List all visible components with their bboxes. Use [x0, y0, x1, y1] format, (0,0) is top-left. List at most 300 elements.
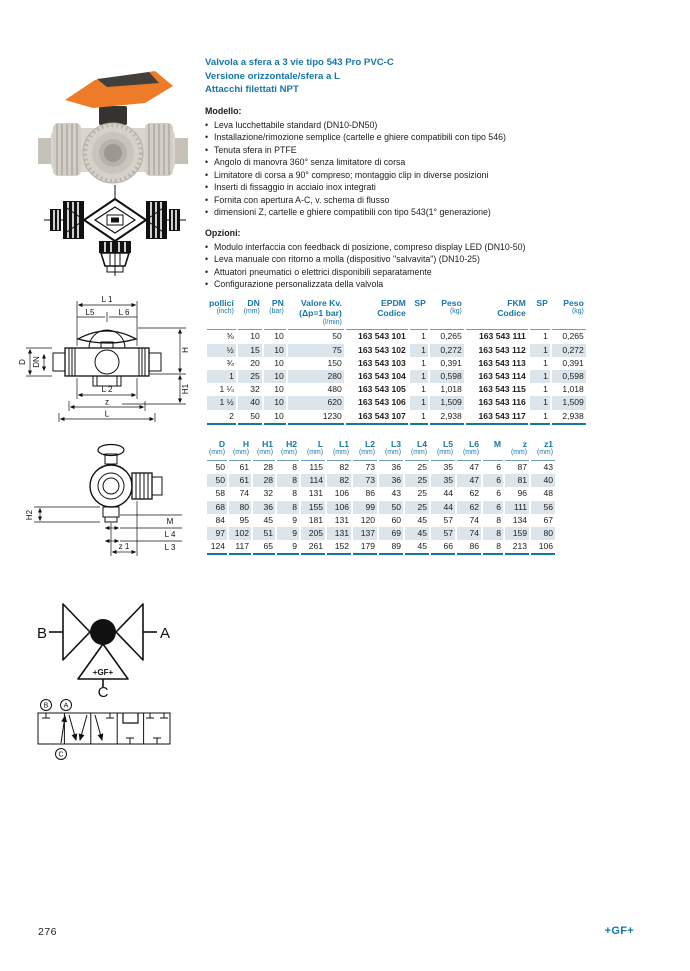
column-unit: (mm) — [209, 449, 226, 457]
table-cell: 179 — [353, 540, 377, 555]
bullet-item — [205, 194, 667, 207]
table-cell: 73 — [353, 474, 377, 487]
table-cell: 1 — [421, 331, 426, 342]
table-cell: 10 — [274, 331, 284, 342]
table-cell: 6 — [496, 462, 502, 473]
column-unit: (mm) — [307, 449, 324, 457]
bullet-text: Limitatore di corsa a 90° compreso; montaggio clip in diverse posizioni — [214, 169, 489, 180]
table-cell: 25 — [417, 488, 428, 499]
bullet-item — [205, 144, 667, 157]
table-cell: 43 — [391, 488, 402, 499]
column-label: z1 — [544, 438, 554, 449]
table-cell: 10 — [264, 410, 286, 425]
column-header — [430, 298, 464, 331]
table-cell: 40 — [238, 396, 262, 409]
table-cell: 47 — [469, 462, 480, 473]
table-cell: 1 — [410, 370, 428, 383]
table-cell: ¾ — [226, 357, 234, 368]
column-header — [552, 298, 586, 331]
table-cell: 280 — [288, 370, 344, 383]
table-row — [207, 357, 586, 370]
table-row — [207, 370, 586, 383]
table-cell: ½ — [207, 344, 236, 357]
ordering-spec-table-grid — [205, 298, 588, 425]
table-cell: 0,598 — [430, 370, 464, 383]
brand-logo: +GF+ — [604, 925, 634, 937]
table-cell: 213 — [505, 540, 529, 555]
table-cell: 131 — [327, 527, 351, 540]
dim-label-l1: L 1 — [101, 295, 113, 304]
dim-label-h1: H1 — [181, 383, 190, 395]
table-cell: 117 — [229, 540, 251, 555]
table-cell: 181 — [308, 514, 324, 525]
column-unit: (mm) — [537, 449, 554, 457]
dim-label-l3: L 3 — [164, 543, 176, 552]
dimension-table-grid — [205, 439, 557, 556]
page-title-line-3: Attacchi filettati NPT — [205, 84, 299, 96]
table-cell: 102 — [229, 527, 251, 540]
drawing-dimensions-front — [18, 292, 196, 423]
bullet-item — [205, 266, 667, 279]
column-label: L4 — [417, 438, 428, 449]
table-cell: 10 — [264, 344, 286, 357]
column-label: L6 — [469, 438, 480, 449]
table-row — [207, 501, 555, 514]
table-cell: 163 543 113 — [478, 357, 526, 368]
table-cell: 75 — [288, 344, 344, 357]
bullet-item — [205, 278, 667, 291]
table-cell: 163 543 112 — [466, 344, 528, 357]
column-header — [379, 439, 403, 461]
table-cell: 32 — [250, 384, 260, 395]
column-header — [277, 439, 299, 461]
column-header — [483, 439, 503, 461]
header-row — [207, 298, 586, 331]
header-row — [207, 439, 555, 461]
table-row — [207, 514, 555, 527]
table-cell: 20 — [250, 357, 260, 368]
table-cell: 68 — [207, 501, 227, 514]
table-cell: 1 — [410, 344, 428, 357]
table-cell: 28 — [253, 474, 275, 487]
dim-label-z: z — [105, 397, 109, 407]
table-cell: 62 — [469, 488, 480, 499]
bullet-text: Fornita con apertura A-C, v. schema di flusso — [214, 194, 390, 205]
bullet-icon: • — [205, 254, 209, 265]
flow-schema — [26, 580, 180, 698]
dim-label-l2: L 2 — [101, 385, 113, 394]
table-cell: 163 543 117 — [466, 410, 528, 425]
column-label: DN — [247, 297, 260, 308]
table-cell: 155 — [301, 501, 325, 514]
bullet-item — [205, 241, 667, 254]
table-row — [207, 383, 586, 396]
table-cell: 163 543 103 — [358, 357, 406, 368]
table-row — [207, 410, 586, 425]
table-cell: 44 — [431, 501, 455, 514]
table-cell: 51 — [253, 527, 275, 540]
column-unit: (mm) — [511, 449, 528, 457]
table-cell: 32 — [263, 488, 274, 499]
column-label: FKM — [507, 297, 526, 308]
table-cell: 111 — [505, 501, 529, 514]
table-cell: 131 — [334, 514, 350, 525]
table-row — [207, 527, 555, 540]
bullet-item — [205, 119, 667, 132]
top-view-line-art — [44, 182, 186, 279]
table-cell: 58 — [215, 488, 226, 499]
table-cell: 60 — [391, 514, 402, 525]
column-label: z — [522, 438, 528, 449]
table-cell: 1 — [410, 396, 428, 409]
column-header — [457, 439, 481, 461]
table-cell: 163 543 114 — [466, 370, 528, 383]
table-cell: 0,272 — [552, 344, 586, 357]
column-header — [207, 298, 236, 331]
column-label: (Δp=1 bar) — [299, 308, 342, 319]
table-cell: 0,598 — [552, 370, 586, 383]
section-heading-modello: Modello: — [205, 105, 242, 116]
bullet-icon: • — [205, 279, 209, 290]
table-cell: 131 — [308, 488, 324, 499]
table-cell: 8 — [292, 488, 298, 499]
bullet-item — [205, 169, 667, 182]
table-cell: 57 — [443, 514, 454, 525]
table-cell: 97 — [207, 527, 227, 540]
table-row — [207, 487, 555, 500]
column-header — [229, 439, 251, 461]
column-header — [301, 439, 325, 461]
table-cell: 65 — [253, 540, 275, 555]
table-cell: 56 — [531, 501, 555, 514]
table-cell: 69 — [379, 527, 403, 540]
table-cell: 45 — [405, 527, 429, 540]
table-cell: 99 — [353, 501, 377, 514]
flow-port-c-label: C — [97, 684, 109, 698]
column-label: Peso — [563, 297, 584, 308]
column-label: L2 — [365, 438, 376, 449]
table-cell: 9 — [277, 527, 299, 540]
bullet-icon: • — [205, 144, 209, 155]
table-cell: 1,018 — [440, 384, 462, 395]
table-cell: 106 — [327, 501, 351, 514]
drawing-dimensions-side — [20, 431, 194, 558]
table-cell: 120 — [360, 514, 376, 525]
table-cell: 74 — [457, 527, 481, 540]
table-cell: 25 — [417, 462, 428, 473]
table-cell: 163 543 107 — [346, 410, 408, 425]
bullet-item — [205, 206, 667, 219]
position-port-c-label: C — [58, 751, 64, 759]
table-cell: 36 — [253, 501, 275, 514]
dim-label-h: H — [181, 347, 190, 353]
table-cell: 6 — [496, 488, 502, 499]
table-cell: 81 — [505, 474, 529, 487]
table-cell: 163 543 101 — [358, 331, 406, 342]
column-header — [505, 439, 529, 461]
table-cell: 261 — [301, 540, 325, 555]
table-cell: 150 — [327, 357, 342, 368]
table-cell: 96 — [517, 488, 528, 499]
column-unit: (mm) — [437, 449, 454, 457]
table-cell: 1 — [530, 370, 550, 383]
table-cell: 2 — [207, 410, 236, 425]
bullet-icon: • — [205, 182, 209, 193]
bullet-text: Leva manuale con ritorno a molla (dispositivo "salvavita") (DN10-25) — [214, 254, 480, 265]
table-cell: 36 — [379, 474, 403, 487]
column-header — [353, 439, 377, 461]
table-cell: 1,018 — [562, 384, 584, 395]
table-cell: 15 — [238, 344, 262, 357]
bullet-text: dimensioni Z, cartelle e ghiere compatibili con tipo 543(1° generazione) — [214, 207, 491, 218]
table-cell: 45 — [263, 514, 274, 525]
table-cell: 48 — [543, 488, 554, 499]
position-schema-drawing — [30, 696, 179, 764]
table-cell: 8 — [292, 462, 298, 473]
bullet-icon: • — [205, 207, 209, 218]
table-cell: 1 ½ — [207, 396, 236, 409]
table-cell: 1 — [530, 410, 550, 425]
table-cell: 35 — [443, 462, 454, 473]
table-cell: 10 — [274, 357, 284, 368]
table-cell: 137 — [353, 527, 377, 540]
dim-label-z1: z 1 — [118, 542, 130, 551]
dim-label-h2: H2 — [25, 509, 34, 521]
column-header — [327, 439, 351, 461]
dim-label-l: L — [104, 409, 110, 419]
table-cell: 89 — [379, 540, 403, 555]
column-label: Valore Kv. — [300, 297, 342, 308]
dim-label-l6: L 6 — [118, 308, 130, 317]
column-label: L5 — [443, 438, 454, 449]
table-cell: 8 — [277, 474, 299, 487]
dim-label-dn: DN — [32, 356, 41, 368]
table-row — [207, 330, 586, 343]
front-dimension-drawing — [18, 292, 196, 423]
table-cell: 80 — [229, 501, 251, 514]
table-cell: 163 543 105 — [358, 384, 406, 395]
table-cell: 2,938 — [552, 410, 586, 425]
column-unit: (mm) — [463, 449, 480, 457]
table-cell: 1 — [207, 370, 236, 383]
column-unit: (bar) — [269, 308, 284, 316]
bullet-icon: • — [205, 194, 209, 205]
table-cell: 73 — [365, 462, 376, 473]
table-cell: 106 — [334, 488, 350, 499]
column-label: Codice — [497, 308, 526, 319]
position-schema — [30, 696, 179, 764]
column-unit: (mm) — [281, 449, 298, 457]
table-cell: 163 543 116 — [466, 396, 528, 409]
table-cell: 163 543 104 — [346, 370, 408, 383]
table-cell: 163 543 115 — [478, 384, 526, 395]
table-cell: 82 — [327, 474, 351, 487]
dim-label-l5: L5 — [85, 308, 95, 317]
opzioni-bullet-list — [205, 241, 667, 291]
content-column — [205, 56, 667, 555]
table-cell: 82 — [339, 462, 350, 473]
page-title-line-1: Valvola a sfera a 3 vie tipo 543 Pro PVC-C — [205, 57, 394, 68]
table-cell: 25 — [405, 501, 429, 514]
table-cell: 6 — [483, 474, 503, 487]
table-cell: 6 — [483, 501, 503, 514]
column-label: SP — [414, 297, 426, 308]
table-cell: 2,938 — [430, 410, 464, 425]
table-cell: 1 — [543, 357, 548, 368]
bullet-icon: • — [205, 119, 209, 130]
table-cell: 8 — [277, 501, 299, 514]
table-cell: 95 — [239, 514, 250, 525]
table-cell: 84 — [215, 514, 226, 525]
column-header — [531, 439, 555, 461]
table-cell: 8 — [496, 514, 502, 525]
table-cell: 1230 — [288, 410, 344, 425]
column-label: L1 — [339, 438, 350, 449]
table-cell: 1 — [543, 384, 548, 395]
table-cell: 163 543 106 — [346, 396, 408, 409]
table-row — [207, 461, 555, 474]
table-cell: 50 — [215, 462, 226, 473]
table-cell: 62 — [457, 501, 481, 514]
bullet-text: Installazione/rimozione semplice (cartelle e ghiere compatibili con tipo 546) — [214, 132, 506, 143]
table-cell: 40 — [531, 474, 555, 487]
table-cell: 44 — [443, 488, 454, 499]
table-cell: 61 — [229, 474, 251, 487]
bullet-text: Attuatori pneumatici o elettrici disponibili separatamente — [214, 266, 432, 277]
table-cell: 61 — [239, 462, 250, 473]
table-row — [207, 474, 555, 487]
table-cell: 10 — [264, 370, 286, 383]
column-unit: (mm) — [233, 449, 250, 457]
column-header — [530, 298, 550, 331]
table-cell: 152 — [327, 540, 351, 555]
modello-bullet-list — [205, 119, 667, 219]
table-cell: 45 — [417, 514, 428, 525]
table-cell: 1 — [410, 410, 428, 425]
column-label: Codice — [377, 308, 406, 319]
table-cell: 0,391 — [440, 357, 462, 368]
table-cell: 1 — [543, 331, 548, 342]
bullet-item — [205, 156, 667, 169]
table-cell: 9 — [277, 540, 299, 555]
column-unit: (mm) — [333, 449, 350, 457]
flow-schema-drawing — [26, 580, 180, 698]
column-header — [238, 298, 262, 331]
table-row — [207, 540, 555, 555]
table-cell: 0,265 — [440, 331, 462, 342]
table-cell: 480 — [327, 384, 342, 395]
table-cell: 45 — [405, 540, 429, 555]
valve-photo-illustration — [30, 56, 196, 186]
section-heading-opzioni: Opzioni: — [205, 227, 241, 238]
column-label: SP — [536, 297, 548, 308]
table-cell: 36 — [391, 462, 402, 473]
bullet-item — [205, 253, 667, 266]
table-cell: 50 — [207, 474, 227, 487]
bullet-icon: • — [205, 241, 209, 252]
table-cell: 74 — [239, 488, 250, 499]
page-number: 276 — [38, 926, 58, 938]
page-title-line-2: Versione orizzontale/sfera a L — [205, 70, 340, 82]
column-unit: (mm) — [243, 308, 260, 316]
table-cell: 10 — [250, 331, 260, 342]
bullet-icon: • — [205, 169, 209, 180]
table-cell: 1 — [421, 357, 426, 368]
table-cell: 1,509 — [552, 396, 586, 409]
bullet-text: Tenuta sfera in PTFE — [214, 144, 297, 155]
column-unit: (kg) — [449, 308, 462, 316]
bullet-icon: • — [205, 266, 209, 277]
table-cell: 43 — [543, 462, 554, 473]
table-cell: 87 — [517, 462, 528, 473]
table-cell: 134 — [512, 514, 528, 525]
column-label: EPDM — [381, 297, 406, 308]
table-cell: 74 — [469, 514, 480, 525]
bullet-icon: • — [205, 157, 209, 168]
column-unit: (l/min) — [322, 318, 342, 326]
column-header — [466, 298, 528, 331]
table-cell: 205 — [301, 527, 325, 540]
page-title — [205, 56, 667, 97]
bullet-item — [205, 131, 667, 144]
table-cell: 66 — [431, 540, 455, 555]
column-header — [253, 439, 275, 461]
column-header — [207, 439, 227, 461]
column-label: D — [218, 438, 226, 449]
position-port-a-label: A — [63, 702, 69, 710]
table-cell: 50 — [332, 331, 342, 342]
column-unit: (mm) — [359, 449, 376, 457]
product-photo — [30, 56, 196, 186]
column-header — [288, 298, 344, 331]
column-unit: (mm) — [385, 449, 402, 457]
table-cell: 9 — [292, 514, 298, 525]
table-cell: 0,272 — [430, 344, 464, 357]
column-header — [346, 298, 408, 331]
flow-port-a-label: A — [160, 625, 171, 642]
dim-label-m: M — [166, 517, 174, 526]
table-cell: 67 — [543, 514, 554, 525]
table-cell: 0,265 — [562, 331, 584, 342]
table-cell: 0,391 — [562, 357, 584, 368]
bullet-item — [205, 181, 667, 194]
table-cell: 35 — [431, 474, 455, 487]
table-cell: 163 543 102 — [346, 344, 408, 357]
table-cell: ⅜ — [226, 331, 234, 342]
bullet-text: Modulo interfaccia con feedback di posizione, compreso display LED (DN10-50) — [214, 241, 526, 252]
table-cell: 25 — [238, 370, 262, 383]
table-row — [207, 396, 586, 409]
side-dimension-drawing — [20, 431, 194, 558]
table-cell: 124 — [207, 540, 227, 555]
table-cell: 25 — [405, 474, 429, 487]
table-cell: 8 — [483, 540, 503, 555]
bullet-icon: • — [205, 132, 209, 143]
table-cell: 1 ¼ — [219, 384, 234, 395]
dimension-table — [205, 439, 667, 556]
column-unit: (mm) — [257, 449, 274, 457]
table-cell: 57 — [431, 527, 455, 540]
dim-label-l4: L 4 — [164, 530, 176, 539]
table-row — [207, 344, 586, 357]
column-unit: (kg) — [571, 308, 584, 316]
table-cell: 620 — [288, 396, 344, 409]
column-label: H — [242, 438, 250, 449]
column-label: PN — [271, 297, 284, 308]
table-cell: 10 — [274, 384, 284, 395]
table-cell: 86 — [365, 488, 376, 499]
table-cell: 8 — [483, 527, 503, 540]
